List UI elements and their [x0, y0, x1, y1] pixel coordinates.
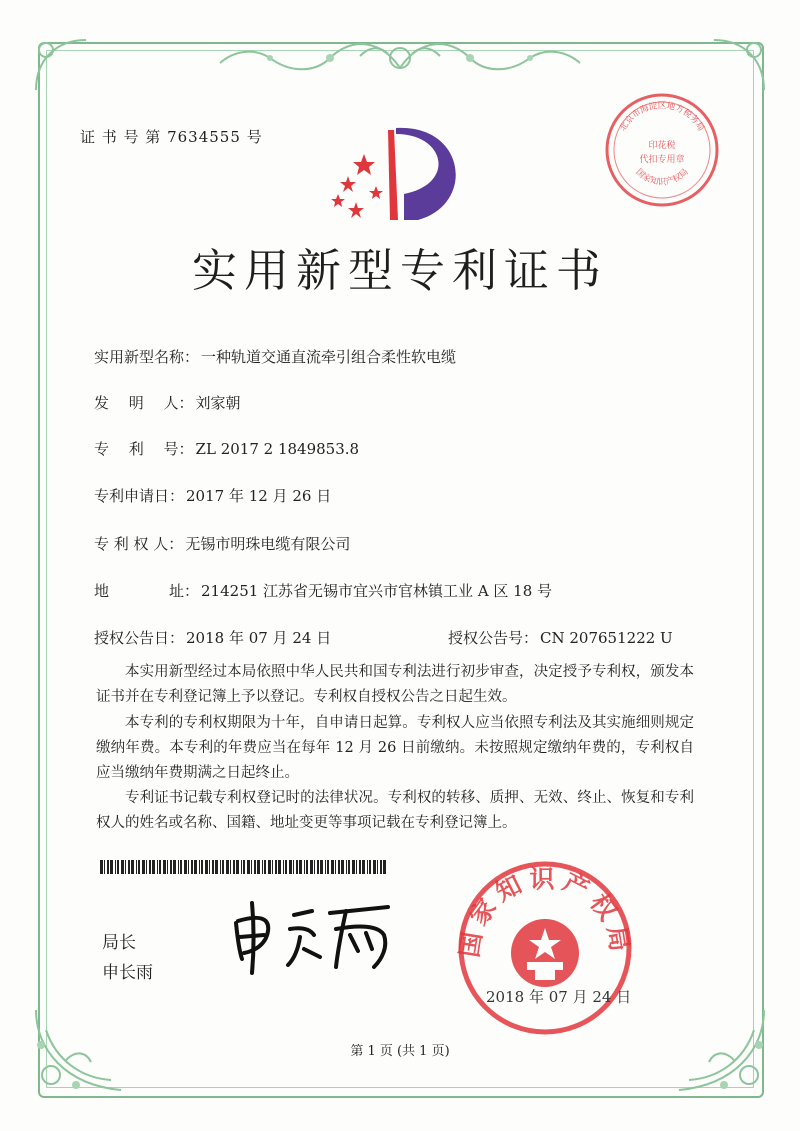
inventor-value: 刘家朝: [195, 394, 241, 412]
filing-date-label: 专利申请日：: [94, 487, 185, 505]
grant-date-label: 授权公告日：: [94, 629, 185, 647]
top-ornament-icon: [210, 28, 590, 84]
patent-owner-field: [94, 533, 350, 554]
grant-date-value: 2018 年 07 月 24 日: [186, 629, 332, 647]
grant-date-field: [94, 627, 331, 648]
stamp-duty-seal-line1: 印花税: [648, 141, 676, 151]
certificate-number-label: 证 书 号 第: [80, 128, 162, 146]
barcode-icon: [100, 860, 390, 874]
address-value: 214251 江苏省无锡市宜兴市官林镇工业 A 区 18 号: [201, 582, 553, 600]
stamp-duty-seal-icon: [602, 90, 722, 210]
page-indicator: 第 1 页 (共 1 页): [350, 1044, 450, 1059]
seal-text: 国家知识产权局: [455, 864, 635, 960]
stamp-duty-seal-line2: 代扣专用章: [639, 155, 685, 165]
patent-office-emblem-icon: [326, 124, 464, 228]
svg-text:国家知识产权局: [634, 167, 691, 187]
body-paragraph: 本专利的专利权期限为十年，自申请日起算。专利权人应当依照专利法及其实施细则规定缴纳年费。本专利的年费应当在每年 12 月 26 日前缴纳。未按照规定缴纳年费的，专利权自应当缴纳年费期满之日起终止。: [96, 715, 694, 781]
inventor-label: 发 明 人：: [94, 394, 194, 412]
patent-owner-label: 专 利 权 人：: [94, 535, 184, 553]
certificate-title: 实用新型专利证书: [191, 244, 608, 297]
patent-number-label: 专 利 号：: [94, 440, 194, 458]
national-ip-office-seal-icon: [455, 858, 635, 1038]
grant-number-label: 授权公告号：: [448, 629, 539, 647]
filing-date-value: 2017 年 12 月 26 日: [186, 487, 332, 505]
stamp-duty-seal-ring-text: 北京市海淀区地方税务局: [618, 101, 706, 134]
filing-date-field: [94, 485, 331, 506]
utility-model-name-value: 一种轨道交通直流牵引组合柔性软电缆: [201, 348, 457, 366]
director-name: 申长雨: [102, 963, 153, 983]
body-paragraph: 本实用新型经过本局依照中华人民共和国专利法进行初步审查，决定授予专利权，颁发本证书并在专利登记簿上予以登记。专利权自授权公告之日起生效。: [96, 664, 694, 705]
inventor-field: [94, 392, 241, 413]
patent-number-field: [94, 438, 359, 459]
director-title: 局长: [102, 933, 136, 953]
grant-number-value: CN 207651222 U: [540, 629, 673, 647]
stamp-duty-seal-bottom-text: 国家知识产权局: [633, 167, 691, 188]
address-label: 地 址：: [94, 582, 200, 600]
address-field: [94, 580, 552, 601]
certificate-number-suffix: 号: [246, 128, 263, 146]
corner-ornament-top-left-icon: [26, 30, 96, 100]
body-paragraph: 专利证书记载专利权登记时的法律状况。专利权的转移、质押、无效、终止、恢复和专利权人的姓名或名称、国籍、地址变更等事项记载在专利登记簿上。: [96, 790, 694, 831]
patent-number-value: ZL 2017 2 1849853.8: [195, 440, 360, 458]
patent-owner-value: 无锡市明珠电缆有限公司: [185, 535, 351, 553]
certificate-number-value: 7634555: [167, 128, 241, 146]
seal-date: 2018 年 07 月 24 日: [486, 988, 632, 1006]
grant-number-field: [448, 627, 673, 648]
director-signature-icon: [228, 895, 398, 975]
certificate-number: [80, 126, 263, 147]
utility-model-name-field: [94, 346, 456, 367]
utility-model-name-label: 实用新型名称：: [94, 348, 200, 366]
